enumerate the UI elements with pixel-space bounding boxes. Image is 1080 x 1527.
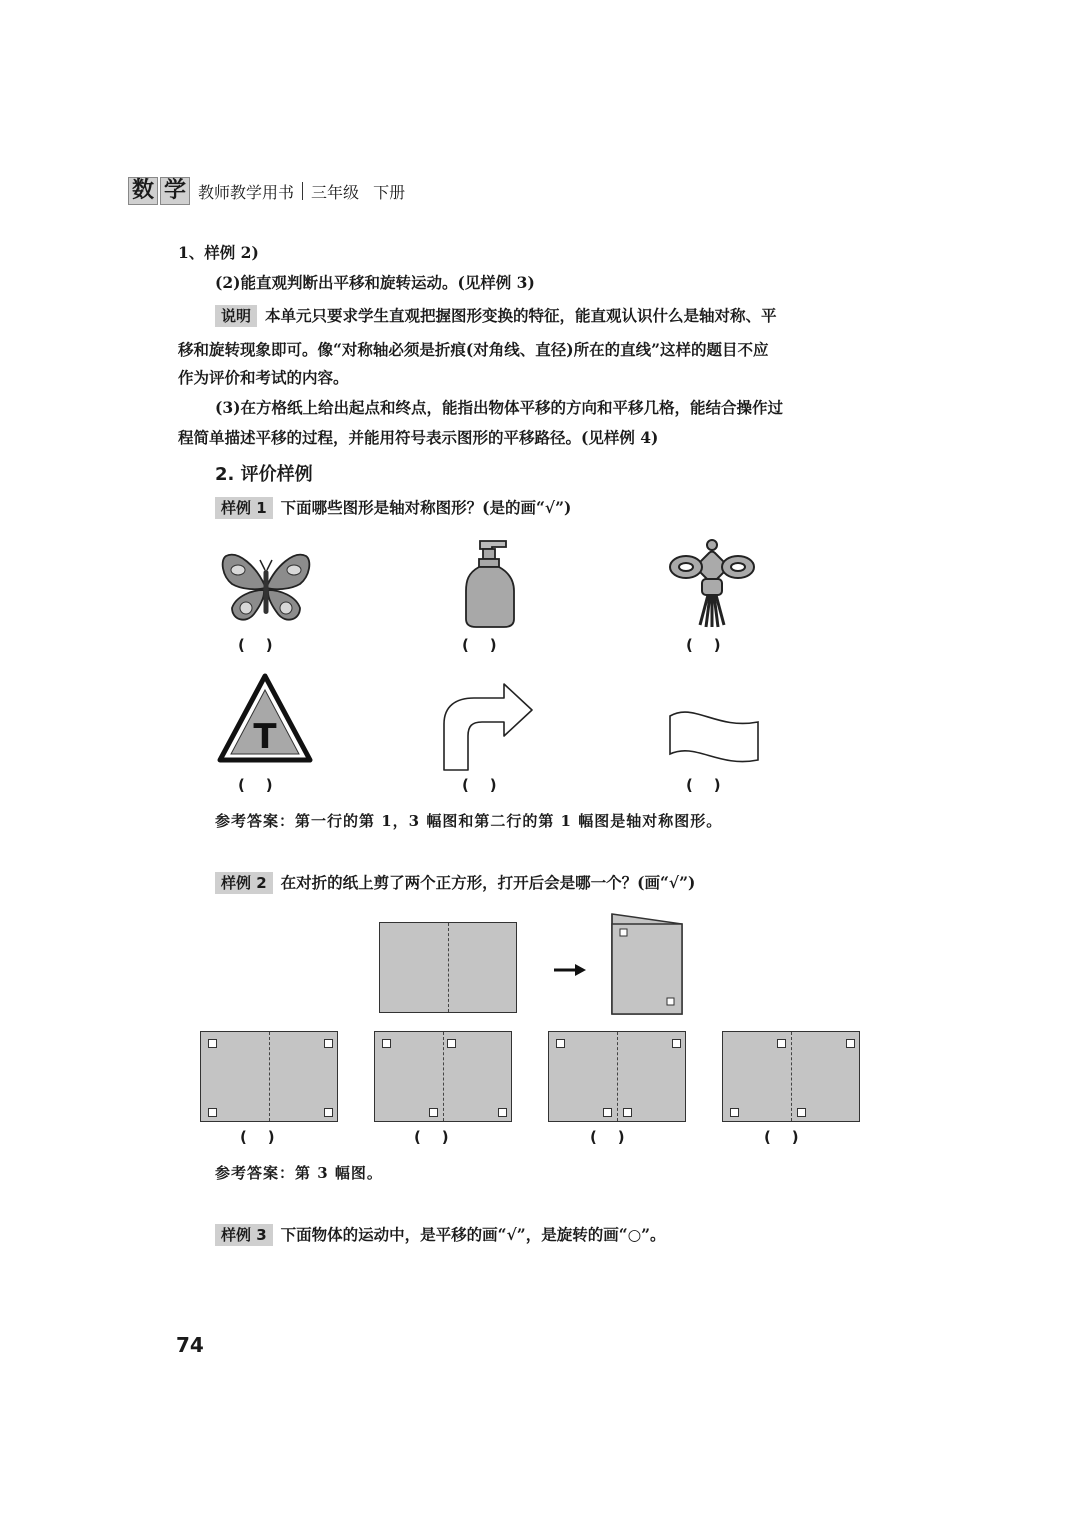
chinese-knot-icon <box>664 537 760 631</box>
square-hole <box>797 1108 806 1117</box>
text-line-2: (2)能直观判断出平移和旋转运动。(见样例 3) <box>215 273 535 292</box>
turn-arrow-icon <box>440 680 538 772</box>
right-arrow-icon <box>553 962 587 978</box>
note-line-2: 移和旋转现象即可。像“对称轴必须是折痕(对角线、直径)所在的直线”这样的题目不应 <box>178 340 769 359</box>
blank-option-4[interactable]: ( ) <box>764 1128 799 1146</box>
text-line-1: 1、样例 2) <box>178 243 259 262</box>
warning-sign-icon <box>216 672 314 764</box>
para3-line-2: 程简单描述平移的过程，并能用符号表示图形的平移路径。(见样例 4) <box>178 428 659 447</box>
square-hole <box>498 1108 507 1117</box>
fold-line <box>443 1032 444 1121</box>
square-hole <box>429 1108 438 1117</box>
square-hole <box>324 1108 333 1117</box>
example-1-question <box>215 497 571 519</box>
note-tag: 说明 <box>215 305 257 327</box>
square-hole <box>777 1039 786 1048</box>
blank-1-1[interactable]: ( ) <box>238 636 273 654</box>
example-3-text: 下面物体的运动中，是平移的画“√”，是旋转的画“○”。 <box>280 1225 666 1244</box>
blank-1-3[interactable]: ( ) <box>686 636 721 654</box>
fold-line <box>448 923 449 1012</box>
square-hole <box>447 1039 456 1048</box>
square-hole <box>846 1039 855 1048</box>
blank-option-2[interactable]: ( ) <box>414 1128 449 1146</box>
square-hole <box>382 1039 391 1048</box>
blank-2-2[interactable]: ( ) <box>462 776 497 794</box>
paper-unfolded <box>379 922 517 1013</box>
fold-line <box>617 1032 618 1121</box>
example-2-tag: 样例 2 <box>215 872 273 894</box>
section-title: 2. 评价样例 <box>215 464 313 485</box>
square-hole <box>623 1108 632 1117</box>
blank-2-1[interactable]: ( ) <box>238 776 273 794</box>
blank-1-2[interactable]: ( ) <box>462 636 497 654</box>
paper-folded <box>610 912 684 1016</box>
blank-option-3[interactable]: ( ) <box>590 1128 625 1146</box>
square-hole <box>672 1039 681 1048</box>
option-3-panel <box>548 1031 686 1122</box>
soap-bottle-icon <box>460 535 520 631</box>
book-header <box>128 176 405 206</box>
example-2-answer: 参考答案：第 3 幅图。 <box>215 1164 383 1182</box>
square-hole <box>730 1108 739 1117</box>
square-hole <box>208 1039 217 1048</box>
logo-char-xue: 学 <box>160 177 190 205</box>
square-hole <box>603 1108 612 1117</box>
example-2-text: 在对折的纸上剪了两个正方形，打开后会是哪一个？(画“√”) <box>280 873 696 892</box>
example-1-text: 下面哪些图形是轴对称图形？(是的画“√”) <box>280 498 572 517</box>
example-1-tag: 样例 1 <box>215 497 273 519</box>
sign-letter: T <box>253 717 277 757</box>
grade-label: 三年级 <box>311 182 360 202</box>
option-2-panel <box>374 1031 512 1122</box>
example-3-tag: 样例 3 <box>215 1224 273 1246</box>
example-2-question <box>215 872 695 894</box>
volume-label: 下册 <box>373 182 406 202</box>
blank-option-1[interactable]: ( ) <box>240 1128 275 1146</box>
option-1-panel <box>200 1031 338 1122</box>
butterfly-icon <box>218 548 314 628</box>
fold-line <box>791 1032 792 1121</box>
fold-line <box>269 1032 270 1121</box>
header-divider <box>302 182 303 200</box>
book-name: 教师教学用书 <box>198 182 295 202</box>
para3-line-1: (3)在方格纸上给出起点和终点，能指出物体平移的方向和平移几格，能结合操作过 <box>215 398 783 417</box>
example-1-answer: 参考答案：第一行的第 1，3 幅图和第二行的第 1 幅图是轴对称图形。 <box>215 812 723 830</box>
note-text-1: 本单元只要求学生直观把握图形变换的特征，能直观认识什么是轴对称、平 <box>265 306 777 325</box>
note-line-3: 作为评价和考试的内容。 <box>178 368 349 387</box>
square-hole <box>324 1039 333 1048</box>
example-3-question <box>215 1224 666 1246</box>
note-line-1 <box>215 305 777 327</box>
square-hole <box>556 1039 565 1048</box>
option-4-panel <box>722 1031 860 1122</box>
blank-2-3[interactable]: ( ) <box>686 776 721 794</box>
wavy-flag-icon <box>666 708 762 768</box>
page-number: 74 <box>176 1333 204 1357</box>
logo-char-shu: 数 <box>128 177 158 205</box>
square-hole <box>208 1108 217 1117</box>
